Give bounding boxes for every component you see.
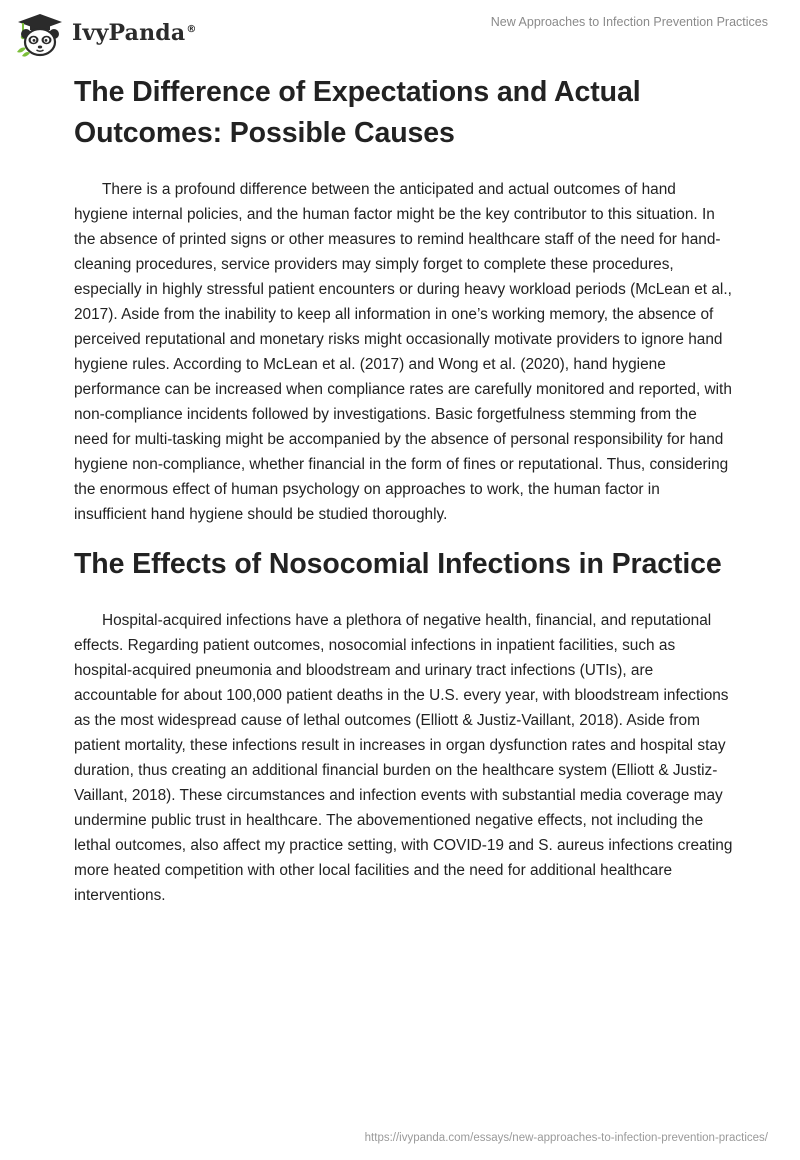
source-url[interactable]: https://ivypanda.com/essays/new-approaches-to-infection-prevention-practices/ (364, 1132, 768, 1144)
section-paragraph-expectations-outcomes: There is a profound difference between the anticipated and actual outcomes of hand hygiene internal policies, and the human factor might be the key contributor to this situation. In the absence of printed signs or other measures to remind healthcare staff of the need for hand-cleaning procedures, service providers may simply forget to complete these procedures, especially in highly stressful patient encounters or during heavy workload periods (McLean et al., 2017). Aside from the inability to keep all information in one’s working memory, the absence of perceived reputational and monetary risks might occasionally motivate providers to ignore hand hygiene rules. According to McLean et al. (2017) and Wong et al. (2020), hand hygiene performance can be increased when compliance rates are carefully monitored and reported, with non-compliance incidents followed by investigations. Basic forgetfulness stemming from the need for multi-tasking might be accompanied by the absence of personal responsibility for hand hygiene non-compliance, whether financial in the form of fines or reputational. Thus, considering the enormous effect of human psychology on approaches to work, the human factor in insufficient hand hygiene should be studied thoroughly. (74, 181, 732, 523)
section-heading-expectations-outcomes: The Difference of Expectations and Actual Outcomes: Possible Causes (74, 76, 641, 149)
page-header (0, 0, 800, 70)
logo-wordmark: IvyPanda® (72, 20, 197, 46)
panda-graduation-cap-icon (14, 10, 66, 58)
section-paragraph-nosocomial-infections: Hospital-acquired infections have a plethora of negative health, financial, and reputational effects. Regarding patient outcomes, nosocomial infections in inpatient facilities, such as hospital-acquired pneumonia and bloodstream and urinary tract infections (UTIs), are accountable for about 100,000 patient deaths in the U.S. every year, with bloodstream infections as the most widespread cause of lethal outcomes (Elliott & Justiz-Vaillant, 2018). Aside from patient mortality, these infections result in increases in organ dysfunction rates and hospital stay duration, thus creating an additional financial burden on the healthcare system (Elliott & Justiz-Vaillant, 2018). These circumstances and infection events with substantial media coverage may undermine public trust in healthcare. The abovementioned negative effects, not including the lethal outcomes, also affect my practice setting, with COVID-19 and S. aureus infections creating more heated competition with other local facilities and the need for additional healthcare interventions. (74, 612, 733, 904)
document-title: New Approaches to Infection Prevention Practices (490, 15, 768, 29)
essay-content (74, 72, 734, 908)
logo[interactable] (14, 10, 197, 58)
section-heading-nosocomial-infections: The Effects of Nosocomial Infections in Practice (74, 548, 722, 580)
